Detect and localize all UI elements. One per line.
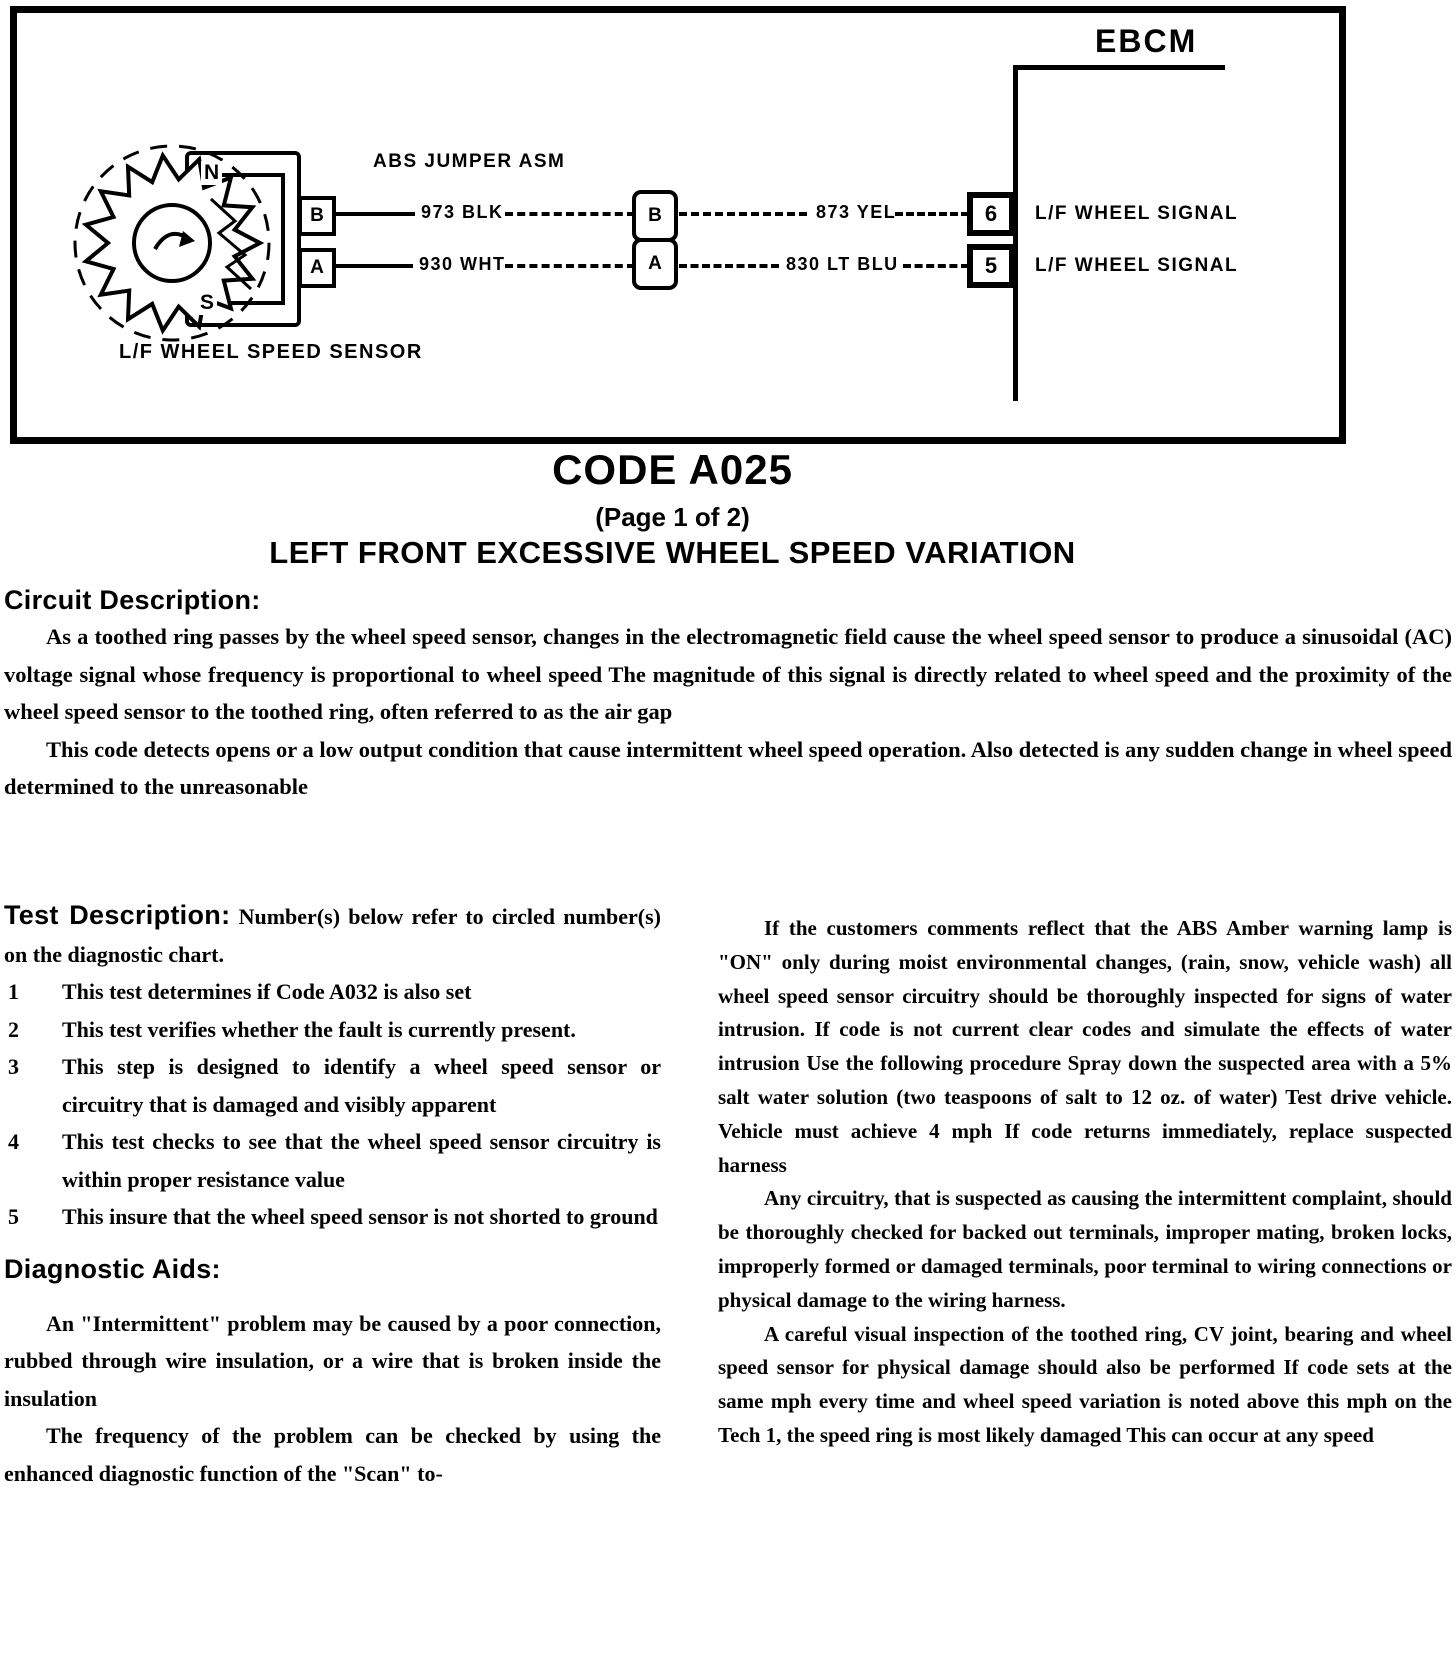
ring-hub bbox=[134, 205, 210, 281]
test-description-intro-text: Number(s) below refer to circled number(s) on the diagnostic chart. bbox=[4, 904, 661, 967]
test-item-number: 4 bbox=[8, 1129, 19, 1154]
toothed-ring-icon bbox=[69, 135, 275, 351]
sensor-caption: L/F WHEEL SPEED SENSOR bbox=[119, 341, 423, 363]
test-item-number: 5 bbox=[8, 1204, 19, 1229]
wire-label-930-wht: 930 WHT bbox=[413, 254, 512, 275]
jumper-pin-a: A bbox=[632, 238, 678, 290]
wire-bottom-seg2 bbox=[505, 264, 635, 268]
terminal-6: 6 bbox=[967, 192, 1015, 236]
circuit-description-para1: As a toothed ring passes by the wheel speed sensor, changes in the electromagnetic field cause the wheel speed sensor to produce a sinusoidal (AC) voltage signal whose frequency is proportional to wheel speed The magnitude of this signal is directly related to wheel speed and the proximity of the wheel speed sensor to the toothed ring, often referred to as the air gap bbox=[4, 624, 1452, 724]
right-column-para3: A careful visual inspection of the toothed ring, CV joint, bearing and wheel speed sensor for physical damage should also be performed If code sets at the same mph every time and wheel speed variation is noted above this mph on the Tech 1, the speed ring is most likely damaged This can occur at any speed bbox=[718, 1321, 1452, 1447]
ebcm-underline bbox=[1013, 65, 1225, 70]
test-item-text: This test checks to see that the wheel speed sensor circuitry is within proper resistance value bbox=[62, 1129, 661, 1192]
right-column-para2: Any circuitry, that is suspected as causing the intermittent complaint, should be thoroughly checked for backed out terminals, improper mating, broken locks, improperly formed or damaged terminals, poor terminal to wiring connections or physical damage to the wiring harness. bbox=[718, 1186, 1452, 1312]
signal-label-bottom: L/F WHEEL SIGNAL bbox=[1035, 255, 1239, 276]
test-item-number: 3 bbox=[8, 1054, 19, 1079]
jumper-connector bbox=[632, 190, 678, 294]
page-indicator: (Page 1 of 2) bbox=[595, 502, 750, 532]
test-item bbox=[4, 1048, 661, 1123]
ebcm-label: EBCM bbox=[1095, 23, 1198, 59]
title-block bbox=[0, 446, 1345, 571]
sensor-pin-b: B bbox=[298, 196, 336, 236]
fault-title: LEFT FRONT EXCESSIVE WHEEL SPEED VARIATION bbox=[269, 535, 1076, 570]
wire-top-seg2 bbox=[505, 212, 635, 216]
right-column bbox=[718, 898, 1452, 1453]
test-description-intro bbox=[4, 898, 661, 973]
terminal-5: 5 bbox=[967, 244, 1015, 288]
diagnostic-aids-heading: Diagnostic Aids: bbox=[4, 1253, 221, 1284]
test-description-heading: Test Description: bbox=[4, 900, 231, 930]
test-item bbox=[4, 1123, 661, 1198]
circuit-description-para2: This code detects opens or a low output condition that cause intermittent wheel speed operation. Also detected is any sudden change in wheel speed determined to the unreasonable bbox=[4, 736, 1452, 799]
jumper-asm-label: ABS JUMPER ASM bbox=[373, 151, 566, 172]
wiring-diagram bbox=[10, 6, 1346, 444]
test-item-text: This step is designed to identify a wheel speed sensor or circuitry that is damaged and visibly apparent bbox=[62, 1054, 661, 1117]
wire-bottom-seg3 bbox=[679, 264, 779, 268]
wire-top-seg1 bbox=[336, 212, 422, 216]
diagnostic-aids-para2: The frequency of the problem can be checked by using the enhanced diagnostic function of the "Scan" to- bbox=[4, 1423, 661, 1486]
test-item bbox=[4, 1011, 661, 1049]
test-item bbox=[4, 973, 661, 1011]
test-item-text: This test verifies whether the fault is currently present. bbox=[62, 1016, 576, 1042]
right-column-para1: If the customers comments reflect that the ABS Amber warning lamp is "ON" only during moist environmental changes, (rain, snow, vehicle wash) all wheel speed sensor circuitry should be thoroughly inspected for signs of water intrusion. If code is not current clear codes and simulate the effects of water intrusion Use the following procedure Spray down the suspected area with a 5% salt water solution (two teaspoons of salt to 12 oz. of water) Test drive vehicle. Vehicle must achieve 4 mph If code returns immediately, replace suspected harness bbox=[718, 916, 1452, 1177]
test-description-section bbox=[4, 898, 661, 1492]
wire-top-seg3 bbox=[679, 212, 807, 216]
diagnostic-aids-para1: An "Intermittent" problem may be caused by a poor connection, rubbed through wire insulation, or a wire that is broken inside the insulation bbox=[4, 1310, 661, 1411]
code-title: CODE A025 bbox=[552, 446, 793, 493]
wire-label-973-blk: 973 BLK bbox=[415, 202, 510, 223]
sensor-pole-n: N bbox=[201, 161, 222, 185]
circuit-description-section bbox=[4, 585, 1452, 806]
sensor-pin-a: A bbox=[298, 248, 336, 288]
jumper-pin-b: B bbox=[632, 190, 678, 242]
wire-top-seg4 bbox=[895, 212, 969, 216]
test-item-number: 1 bbox=[8, 979, 19, 1004]
wire-label-830-ltblu: 830 LT BLU bbox=[780, 254, 905, 275]
sensor-pole-s: S bbox=[197, 291, 217, 315]
wire-label-873-yel: 873 YEL bbox=[810, 202, 902, 223]
test-item-text: This insure that the wheel speed sensor is not shorted to ground bbox=[62, 1204, 658, 1229]
wire-bottom-seg4 bbox=[903, 264, 969, 268]
test-item-text: This test determines if Code A032 is also set bbox=[62, 979, 472, 1004]
test-item-number: 2 bbox=[8, 1016, 19, 1042]
circuit-description-heading: Circuit Description: bbox=[4, 585, 261, 615]
signal-label-top: L/F WHEEL SIGNAL bbox=[1035, 203, 1239, 224]
test-item bbox=[4, 1198, 661, 1236]
wire-bottom-seg1 bbox=[336, 264, 420, 268]
